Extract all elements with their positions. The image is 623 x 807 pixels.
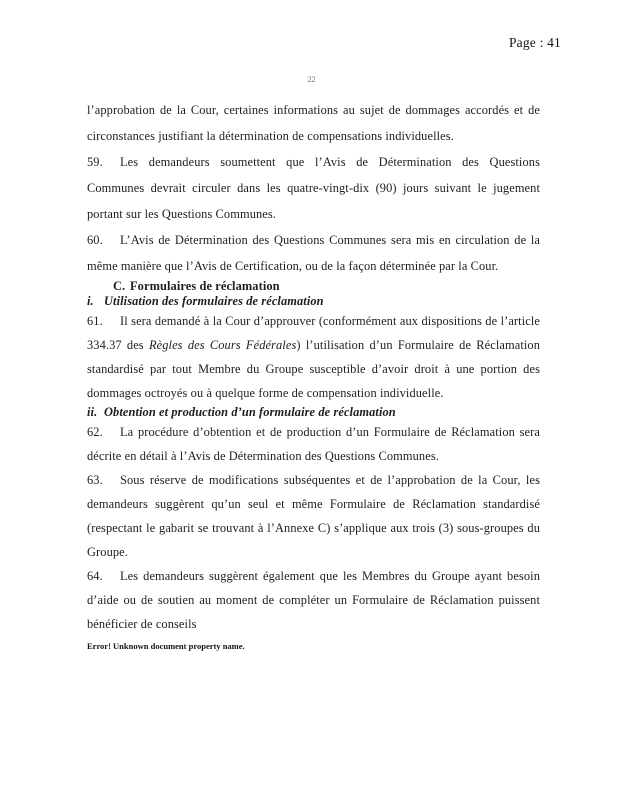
paragraph-continuation-text: l’approbation de la Cour, certaines informations au sujet de dommages accordés et de circonstances justifiant la détermination de compensations individuelles.	[87, 103, 540, 143]
paragraph-60	[87, 227, 540, 279]
paragraph-64-text: Les demandeurs suggèrent également que les Membres du Groupe ayant besoin d’aide ou de soutien au moment de compléter un Formulaire de Réclamation puissent bénéficier de conseils	[87, 569, 540, 631]
heading-c-formulaires	[113, 279, 540, 294]
document-body	[87, 97, 540, 636]
paragraph-63	[87, 468, 540, 564]
paragraph-63-number: 63.	[87, 473, 103, 487]
paragraph-59	[87, 149, 540, 227]
paragraph-62-text: La procédure d’obtention et de production d’un Formulaire de Réclamation sera décrite en détail à l’Avis de Détermination des Questions Communes.	[87, 425, 540, 463]
paragraph-61-text-before: Il sera demandé à la Cour d’approuver (conformément aux dispositions de l’article 334.37 des	[87, 314, 540, 352]
paragraph-continuation	[87, 97, 540, 149]
paragraph-60-number: 60.	[87, 233, 103, 247]
paragraph-63-text: Sous réserve de modifications subséquentes et de l’approbation de la Cour, les demandeurs suggèrent qu’un seul et même Formulaire de Réclamation standardisé (respectant le gabarit se trouvant à l’Annexe C) s’applique aux trois (3) sous-groupes du Groupe.	[87, 473, 540, 559]
paragraph-59-number: 59.	[87, 155, 103, 169]
subheading-i-text: Utilisation des formulaires de réclamation	[104, 294, 324, 308]
subheading-i-utilisation	[87, 294, 540, 309]
header-page-number: 22	[307, 75, 316, 84]
paragraph-59-text: Les demandeurs soumettent que l’Avis de Détermination des Questions Communes devrait circuler dans les quatre-vingt-dix (90) jours suivant le jugement portant sur les Questions Communes.	[87, 155, 540, 221]
paragraph-60-text: L’Avis de Détermination des Questions Communes sera mis en circulation de la même manière que l’Avis de Certification, ou de la façon déterminée par la Cour.	[87, 233, 540, 273]
paragraph-61-citation-italic: Règles des Cours Fédérales	[148, 338, 297, 352]
paragraph-62	[87, 420, 540, 468]
subheading-i-label: i.	[87, 294, 94, 308]
subheading-ii-obtention	[87, 405, 540, 420]
paragraph-64	[87, 564, 540, 636]
footer-error-text: Error! Unknown document property name.	[87, 641, 245, 651]
subheading-ii-text: Obtention et production d’un formulaire de réclamation	[104, 405, 396, 419]
paragraph-64-number: 64.	[87, 569, 103, 583]
viewer-page-corner-label: Page : 41	[508, 35, 561, 50]
paragraph-62-number: 62.	[87, 425, 103, 439]
paragraph-61-number: 61.	[87, 314, 103, 328]
paragraph-61-text-after: ) l’utilisation d’un Formulaire de Réclamation standardisé par tout Membre du Groupe susceptible d’avoir droit à une portion des dommages octroyés ou à quelque forme de compensation individuelle.	[87, 338, 540, 400]
heading-c-label: C.	[113, 279, 126, 293]
heading-c-text: Formulaires de réclamation	[130, 279, 280, 293]
subheading-ii-label: ii.	[87, 405, 98, 419]
paragraph-61	[87, 309, 540, 405]
